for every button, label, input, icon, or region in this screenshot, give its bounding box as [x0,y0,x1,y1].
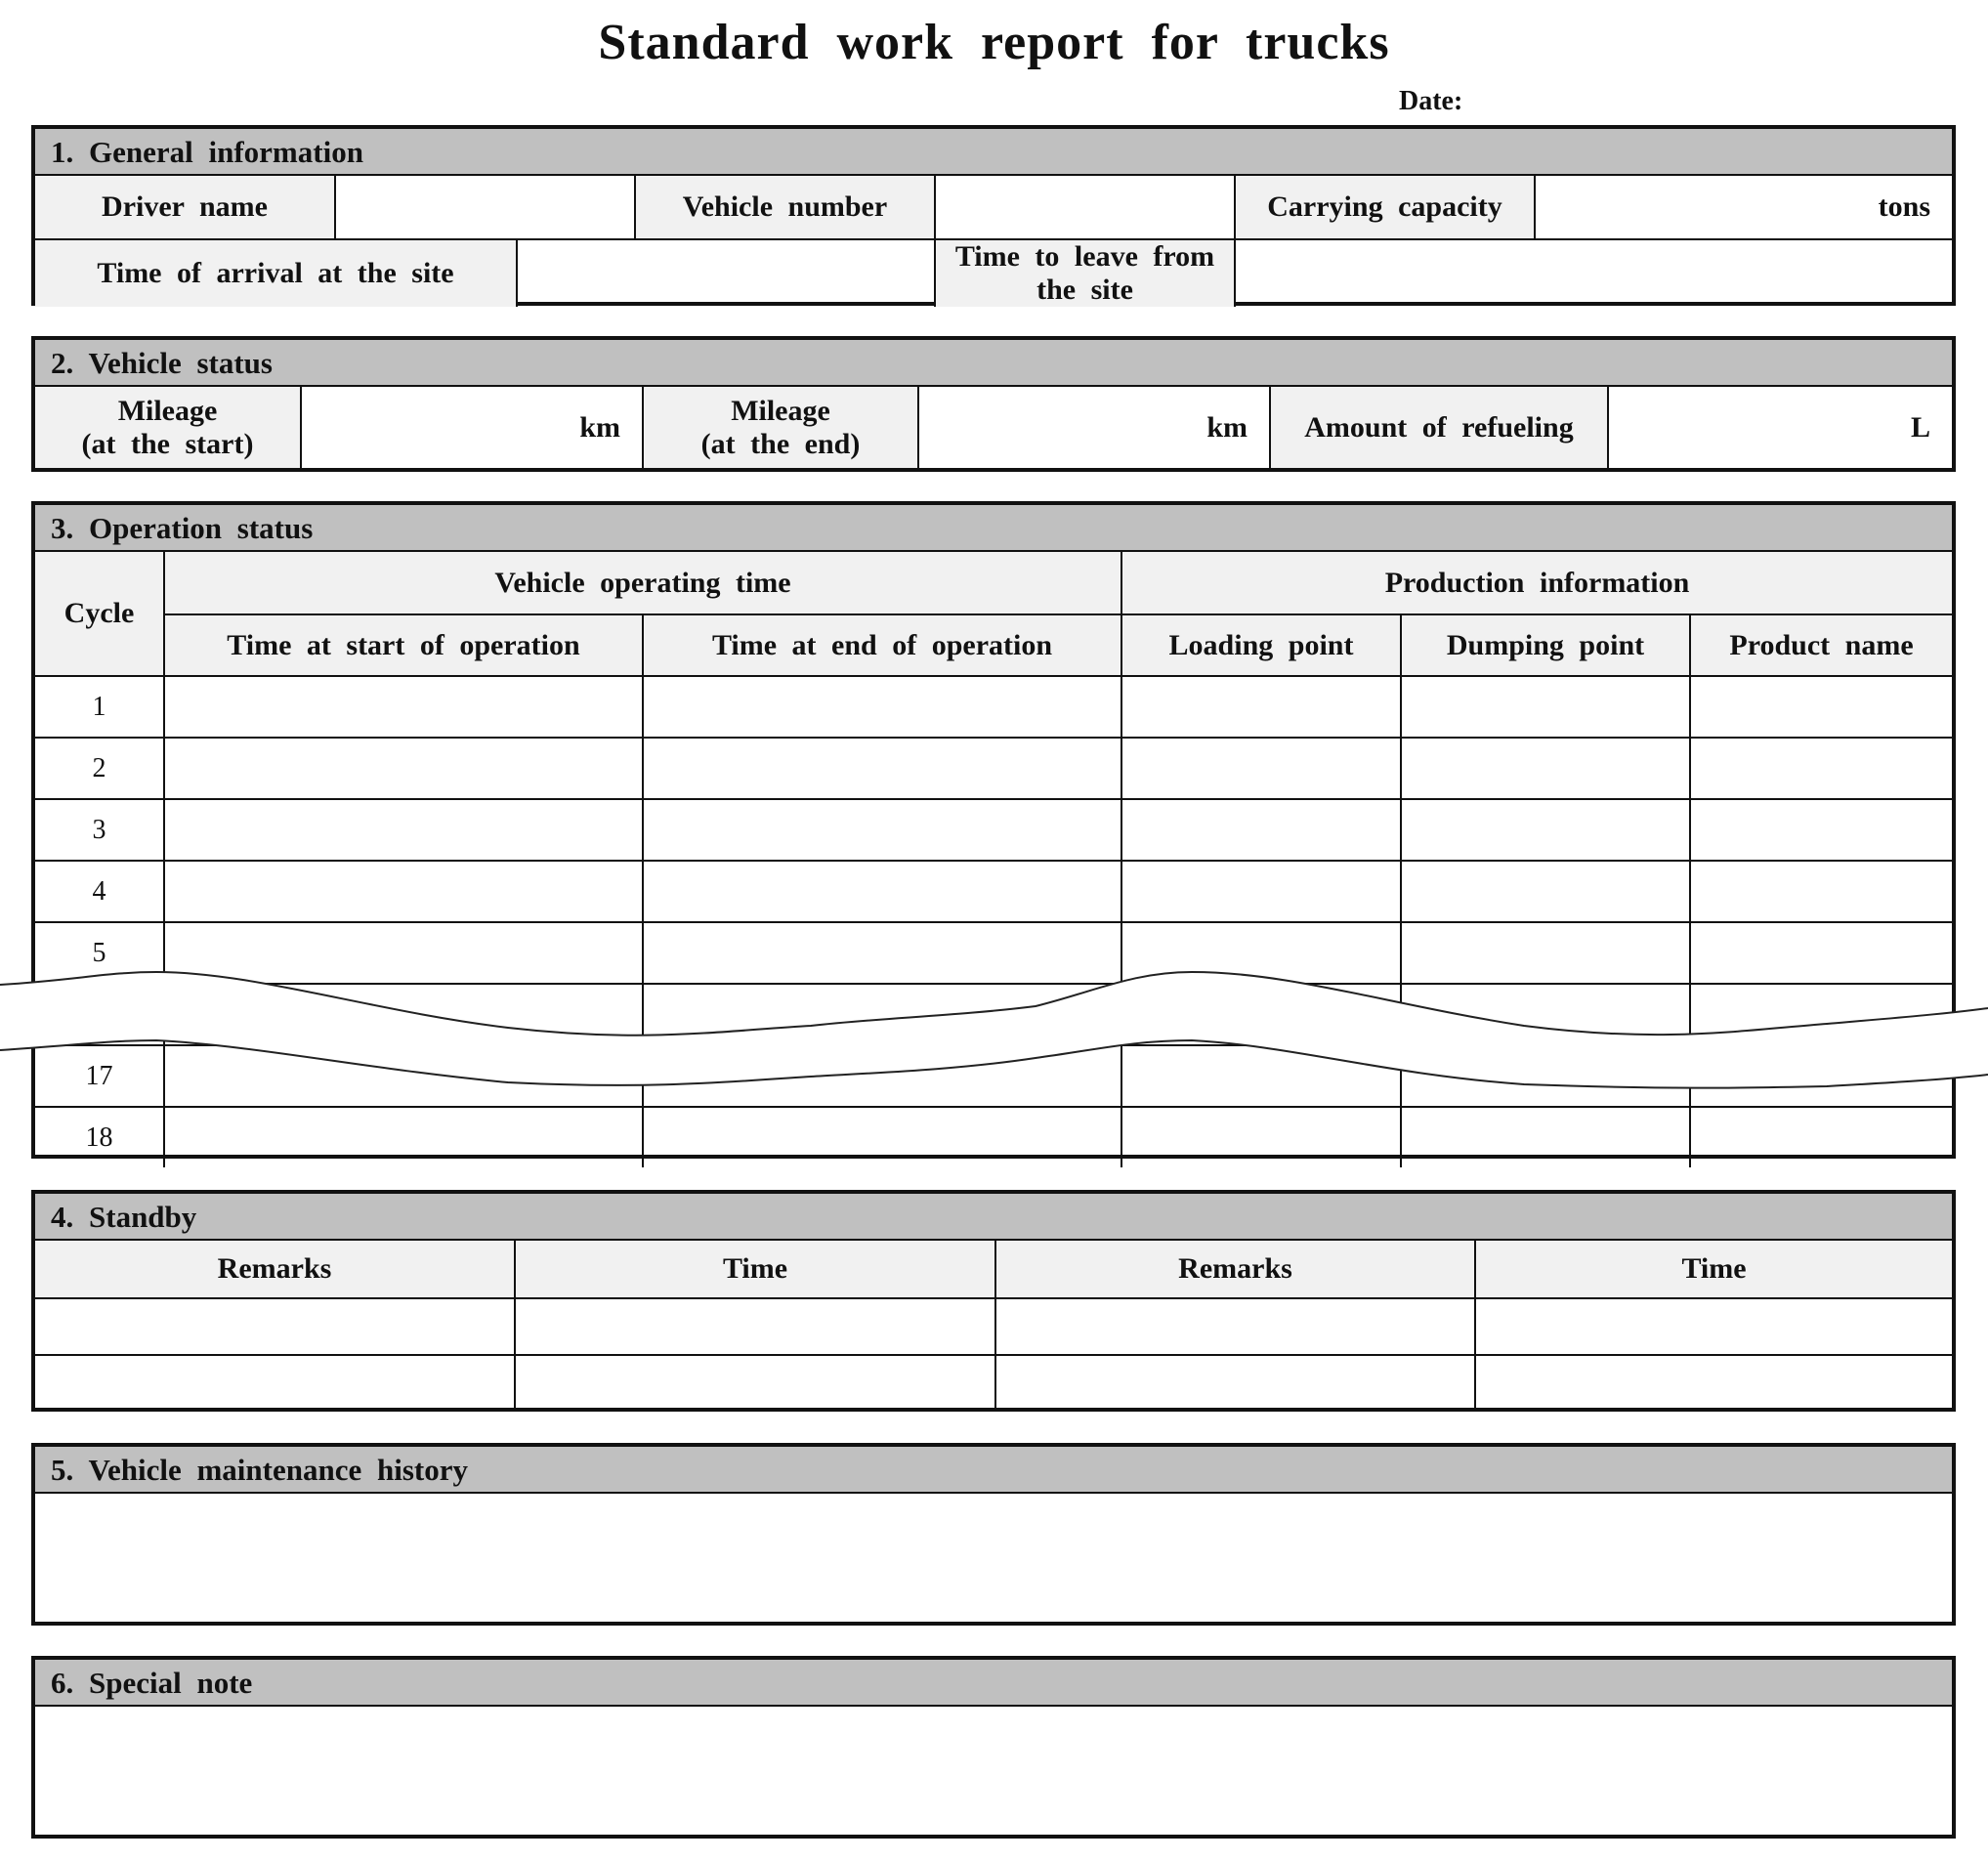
table-cell[interactable] [35,1355,515,1412]
table-row [35,676,1952,738]
carrying-capacity-label: Carrying capacity [1235,176,1535,239]
table-break-wave [0,967,1988,1104]
mileage-start-label-line1: Mileage [117,394,218,427]
dumping-point-column-header: Dumping point [1401,614,1690,676]
refueling-field[interactable]: L [1608,387,1952,468]
table-cell[interactable] [643,1107,1121,1167]
table-cell[interactable] [1690,676,1952,738]
vehicle-number-field[interactable] [935,176,1235,239]
cycle-number: 18 [35,1107,164,1167]
carrying-capacity-field[interactable]: tons [1535,176,1952,239]
table-cell[interactable] [1401,676,1690,738]
table-row [35,1107,1952,1167]
arrival-time-label: Time of arrival at the site [35,239,517,307]
table-cell[interactable] [1121,676,1401,738]
table-cell[interactable] [1690,799,1952,861]
start-time-column-header: Time at start of operation [164,614,643,676]
table-cell[interactable] [1475,1298,1952,1355]
special-note-field[interactable] [35,1707,1952,1838]
special-note-section [31,1656,1956,1839]
mileage-start-label [35,387,301,468]
mileage-end-label-line2: (at the end) [700,427,861,460]
table-row [35,861,1952,922]
standby-time-header: Time [1475,1241,1952,1298]
table-cell[interactable] [643,861,1121,922]
table-row [35,738,1952,799]
end-time-column-header: Time at end of operation [643,614,1121,676]
table-cell[interactable] [1401,799,1690,861]
standby-time-header: Time [515,1241,995,1298]
driver-name-field[interactable] [335,176,635,239]
table-cell[interactable] [164,738,643,799]
cycle-number: 5 [35,922,164,984]
table-cell[interactable] [1401,1107,1690,1167]
vehicle-operating-time-header: Vehicle operating time [164,552,1121,614]
table-row [35,799,1952,861]
mileage-end-label-line1: Mileage [731,394,830,427]
table-cell[interactable] [643,676,1121,738]
table-cell[interactable] [1401,861,1690,922]
standby-header: 4. Standby [35,1194,1952,1241]
table-cell[interactable] [995,1355,1475,1412]
maintenance-history-section [31,1443,1956,1626]
general-information-table [35,176,1952,307]
standby-section [31,1190,1956,1412]
table-cell[interactable] [643,738,1121,799]
table-cell[interactable] [515,1298,995,1355]
maintenance-history-header: 5. Vehicle maintenance history [35,1447,1952,1494]
table-cell[interactable] [515,1355,995,1412]
table-cell[interactable] [1121,861,1401,922]
table-row [35,1298,1952,1355]
cycle-header: Cycle [35,552,164,676]
table-cell[interactable] [643,799,1121,861]
product-name-column-header: Product name [1690,614,1952,676]
table-cell[interactable] [1121,1107,1401,1167]
standby-table [35,1241,1952,1412]
arrival-time-field[interactable] [517,239,935,307]
table-cell[interactable] [164,676,643,738]
refueling-label: Amount of refueling [1270,387,1608,468]
cycle-number: 4 [35,861,164,922]
general-information-section [31,125,1956,306]
cycle-number: 1 [35,676,164,738]
driver-name-label: Driver name [35,176,335,239]
general-information-header: 1. General information [35,129,1952,176]
table-cell[interactable] [164,861,643,922]
table-cell[interactable] [1121,738,1401,799]
loading-point-column-header: Loading point [1121,614,1401,676]
vehicle-status-table [35,387,1952,468]
standby-remarks-header: Remarks [995,1241,1475,1298]
table-cell[interactable] [1121,799,1401,861]
page-title: Standard work report for trucks [598,15,1390,70]
table-cell[interactable] [1475,1355,1952,1412]
mileage-end-field[interactable]: km [918,387,1270,468]
vehicle-number-label: Vehicle number [635,176,935,239]
leave-time-label: Time to leave from the site [935,239,1235,307]
special-note-header: 6. Special note [35,1660,1952,1707]
standby-remarks-header: Remarks [35,1241,515,1298]
table-cell[interactable] [164,799,643,861]
table-row [35,1355,1952,1412]
date-label: Date: [1399,86,1463,116]
maintenance-history-field[interactable] [35,1494,1952,1625]
mileage-end-label [643,387,918,468]
cycle-number: 3 [35,799,164,861]
cycle-number: 2 [35,738,164,799]
table-cell[interactable] [995,1298,1475,1355]
table-cell[interactable] [1690,1107,1952,1167]
table-cell[interactable] [35,1298,515,1355]
mileage-start-label-line2: (at the start) [81,427,254,460]
table-cell[interactable] [164,1107,643,1167]
production-information-header: Production information [1121,552,1952,614]
table-cell[interactable] [1690,738,1952,799]
mileage-start-field[interactable]: km [301,387,643,468]
table-cell[interactable] [1401,738,1690,799]
leave-time-field[interactable] [1235,239,1952,307]
cycle-number: 17 [35,1045,164,1107]
table-cell[interactable] [1690,861,1952,922]
vehicle-status-section [31,336,1956,472]
vehicle-status-header: 2. Vehicle status [35,340,1952,387]
operation-status-header: 3. Operation status [35,505,1952,552]
